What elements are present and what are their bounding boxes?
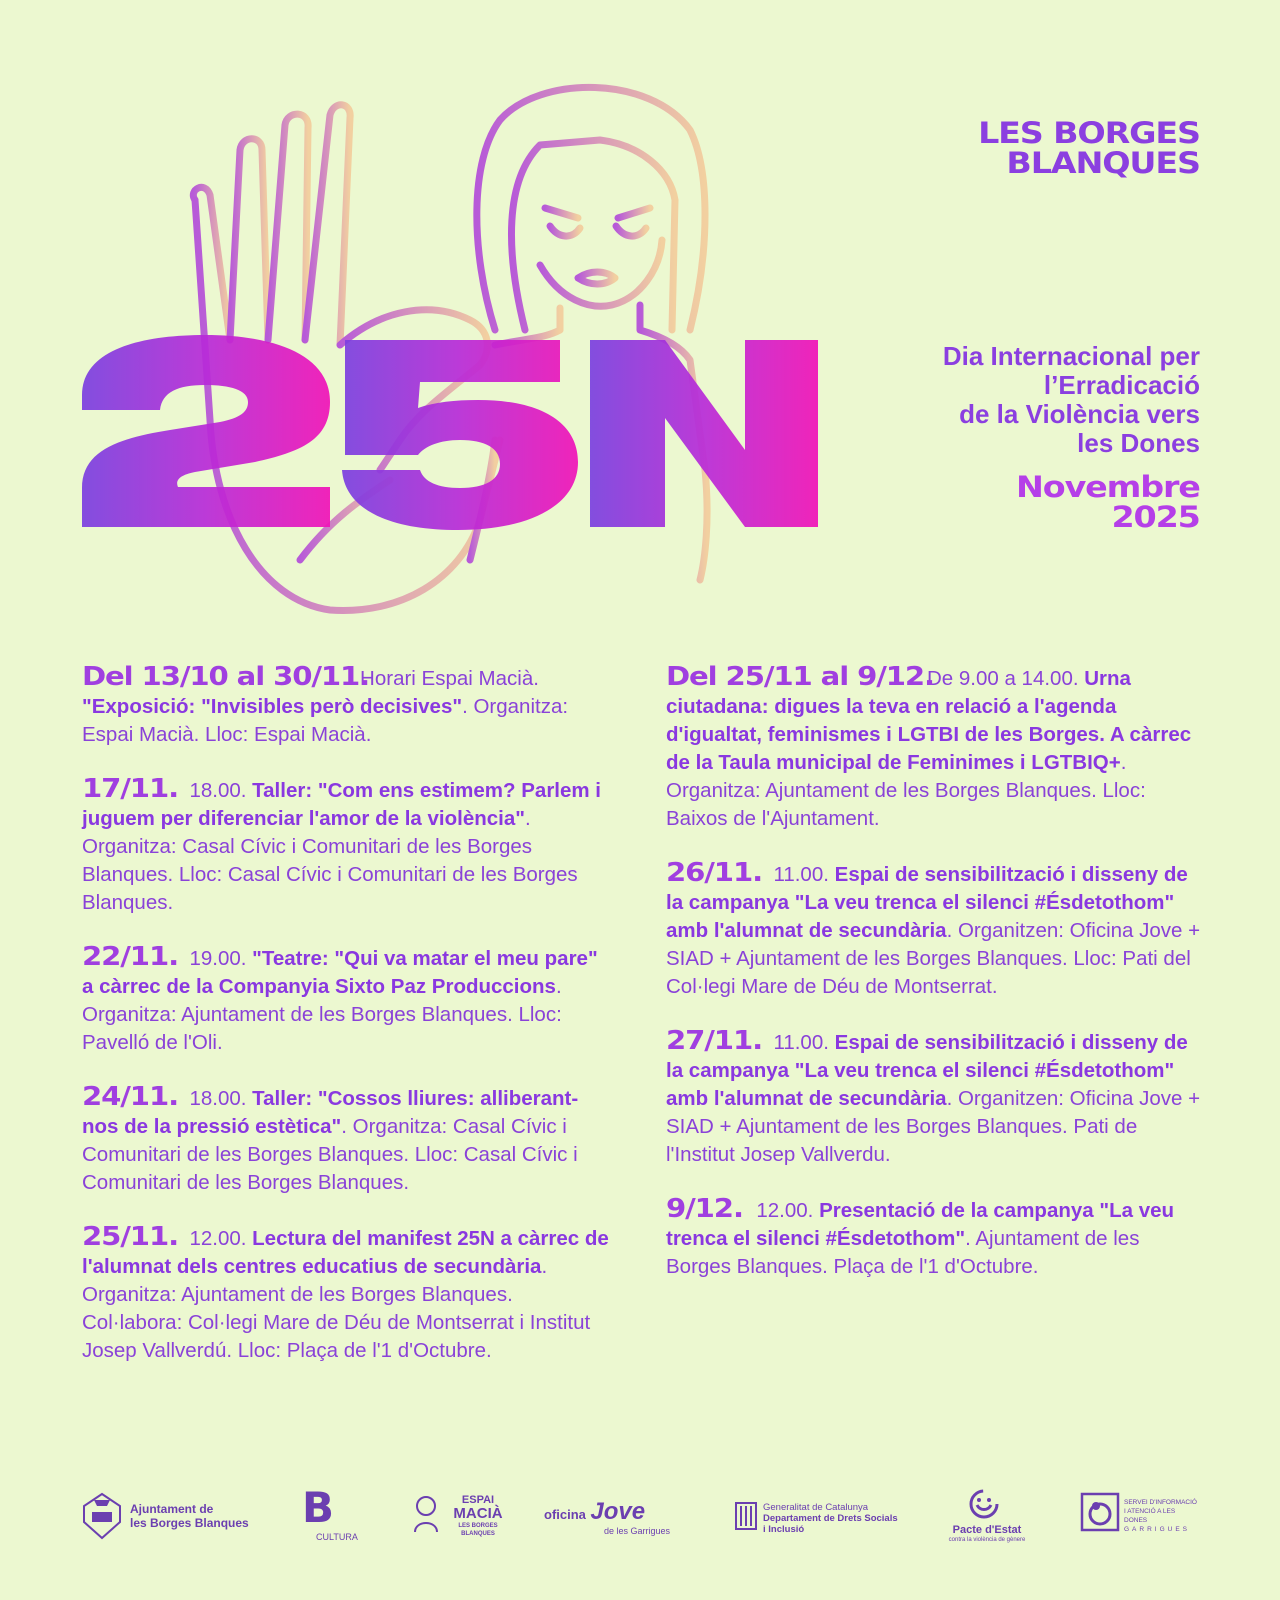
event-item xyxy=(82,663,610,749)
year-label: 2025 xyxy=(1111,500,1200,534)
event-title: Lectura del manifest 25N a càrrec de l'alumnat dels centres educatius de secundària xyxy=(82,1227,609,1278)
ajuntament-line2: les Borges Blanques xyxy=(130,1516,249,1530)
espai-line2: MACIÀ xyxy=(453,1505,503,1522)
town-title xyxy=(978,116,1200,180)
event-time: De 9.00 a 14.00. xyxy=(926,667,1079,690)
event-title: Taller: "Com ens estimem? Parlem i juguem per diferenciar l'amor de la violència" xyxy=(82,779,602,830)
event-item xyxy=(82,943,610,1057)
coat-of-arms-icon xyxy=(80,1492,124,1540)
event-details: . Organitza: Espai Macià. Lloc: Espai Macià. xyxy=(82,695,569,746)
event-day-title xyxy=(943,342,1200,458)
day-line4: les Dones xyxy=(1077,428,1200,458)
event-time: 12.00. xyxy=(189,1227,247,1250)
oficina-line2: de les Garrigues xyxy=(604,1526,671,1536)
event-item xyxy=(82,775,610,917)
event-details: . Ajuntament de les Borges Blanques. Plaça de l'1 d'Octubre. xyxy=(666,1227,1140,1278)
event-details: . Organitza: Casal Cívic i Comunitari de les Borges Blanques. Lloc: Casal Cívic i Comunitari de les Borges Blanques. xyxy=(82,807,578,914)
siad-emblem-icon xyxy=(1080,1492,1120,1532)
pacte-estat-logo xyxy=(942,1488,1032,1546)
event-title: "Teatre: "Qui va matar el meu pare" a càrrec de la Companyia Sixto Paz Produccions xyxy=(82,947,598,998)
events-right-column xyxy=(666,663,1206,1307)
hero-illustration xyxy=(0,0,1280,640)
cultura-logo xyxy=(302,1483,372,1546)
cultura-label: CULTURA xyxy=(316,1532,358,1542)
event-details: . Organitza: Casal Cívic i Comunitari de les Borges Blanques. Lloc: Casal Cívic i Comunitari de les Borges Blanques. xyxy=(82,1115,578,1194)
event-time: 11.00. xyxy=(773,863,829,886)
event-details: . Organitzen: Oficina Jove + SIAD + Ajuntament de les Borges Blanques. Lloc: Pati del Col·legi Mare de Déu de Montserrat. xyxy=(666,919,1201,998)
event-date: 25/11. xyxy=(82,1222,179,1252)
event-title: Espai de sensibilització i disseny de la campanya "La veu trenca el silenci #Ésdetothom" amb l'alumnat de secundària xyxy=(666,863,1188,942)
generalitat-line2: Departament de Drets Socials xyxy=(763,1513,898,1524)
event-title: "Exposició: "Invisibles però decisives" xyxy=(82,695,463,718)
event-details: . Organitza: Ajuntament de les Borges Blanques. Col·labora: Col·legi Mare de Déu de Montserrat i Institut Josep Vallverdú. Lloc: Plaça de l'1 d'Octubre. xyxy=(82,1255,591,1362)
siad-line2: I ATENCIÓ A LES DONES xyxy=(1124,1508,1176,1524)
ajuntament-logo xyxy=(80,1488,260,1546)
espai-macia-logo xyxy=(412,1488,512,1546)
day-line2: l’Erradicació xyxy=(1043,370,1200,400)
event-item xyxy=(82,1083,610,1197)
month-label: Novembre xyxy=(1016,470,1200,504)
smile-icon xyxy=(964,1488,1004,1520)
event-date: 24/11. xyxy=(82,1082,179,1112)
event-date: 22/11. xyxy=(82,942,179,972)
event-date: Del 13/10 al 30/11. xyxy=(82,662,370,692)
portrait-icon xyxy=(412,1494,440,1534)
event-title: Taller: "Cossos lliures: alliberant-nos de la pressió estètica" xyxy=(82,1087,579,1138)
siad-line3: GARRIGUES xyxy=(1124,1526,1191,1533)
siad-line1: SERVEI D'INFORMACIÓ xyxy=(1124,1499,1197,1506)
espai-line1: ESPAI xyxy=(461,1494,495,1506)
pacte-line2: contra la violència de gènere xyxy=(948,1537,1026,1543)
event-time: Horari Espai Macià. xyxy=(360,667,539,690)
jove-word: Jove xyxy=(590,1498,646,1525)
event-item xyxy=(82,1223,610,1365)
espai-line3: LES BORGES BLANQUES xyxy=(458,1523,498,1537)
event-date: Del 25/11 al 9/12. xyxy=(666,662,934,692)
event-time: 18.00. xyxy=(189,1087,247,1110)
event-time: 18.00. xyxy=(189,779,247,802)
event-date: 26/11. xyxy=(666,858,763,888)
event-time: 19.00. xyxy=(189,947,247,970)
day-line3: de la Violència vers xyxy=(959,399,1200,429)
pacte-line1: Pacte d'Estat xyxy=(952,1524,1022,1536)
events-left-column xyxy=(82,663,610,1391)
month-year xyxy=(1016,470,1200,534)
event-date: 9/12. xyxy=(666,1194,743,1224)
event-item xyxy=(666,859,1206,1001)
generalitat-logo xyxy=(735,1488,905,1546)
oficina-word: oficina xyxy=(544,1507,586,1522)
event-details: . Organitzen: Oficina Jove + SIAD + Ajuntament de les Borges Blanques. Pati de l'Institut Josep Vallverdu. xyxy=(666,1087,1201,1166)
event-item xyxy=(666,1027,1206,1169)
event-date: 17/11. xyxy=(82,774,179,804)
generalitat-line3: i Inclusió xyxy=(763,1524,805,1535)
cultura-mark: B xyxy=(302,1483,335,1532)
town-title-line2: BLANQUES xyxy=(1006,146,1200,180)
oficina-jove-logo xyxy=(544,1488,694,1546)
event-title: Espai de sensibilització i disseny de la campanya "La veu trenca el silenci #Ésdetothom" amb l'alumnat de secundària xyxy=(666,1031,1188,1110)
ajuntament-line1: Ajuntament de xyxy=(130,1502,214,1516)
event-title: Presentació de la campanya "La veu trenca el silenci #Ésdetothom" xyxy=(666,1199,1175,1250)
event-item xyxy=(666,663,1206,833)
event-time: 11.00. xyxy=(773,1031,829,1054)
siad-logo xyxy=(1080,1488,1200,1546)
event-title: Urna ciutadana: digues la teva en relació a l'agenda d'igualtat, feminismes i LGTBI de les Borges. A càrrec de la Taula municipal de Feminimes i LGTBIQ+ xyxy=(666,667,1192,774)
event-time: 12.00. xyxy=(756,1199,814,1222)
town-title-line1: LES BORGES xyxy=(978,116,1200,150)
day-line1: Dia Internacional per xyxy=(942,341,1200,371)
generalitat-line1: Generalitat de Catalunya xyxy=(763,1502,869,1513)
event-details: . Organitza: Ajuntament de les Borges Blanques. Lloc: Baixos de l'Ajuntament. xyxy=(666,751,1146,830)
event-details: . Organitza: Ajuntament de les Borges Blanques. Lloc: Pavelló de l'Oli. xyxy=(82,975,562,1054)
sponsor-logos-bar xyxy=(80,1483,1200,1548)
generalitat-shield-icon xyxy=(735,1502,757,1530)
event-item xyxy=(666,1195,1206,1281)
event-date: 27/11. xyxy=(666,1026,763,1056)
